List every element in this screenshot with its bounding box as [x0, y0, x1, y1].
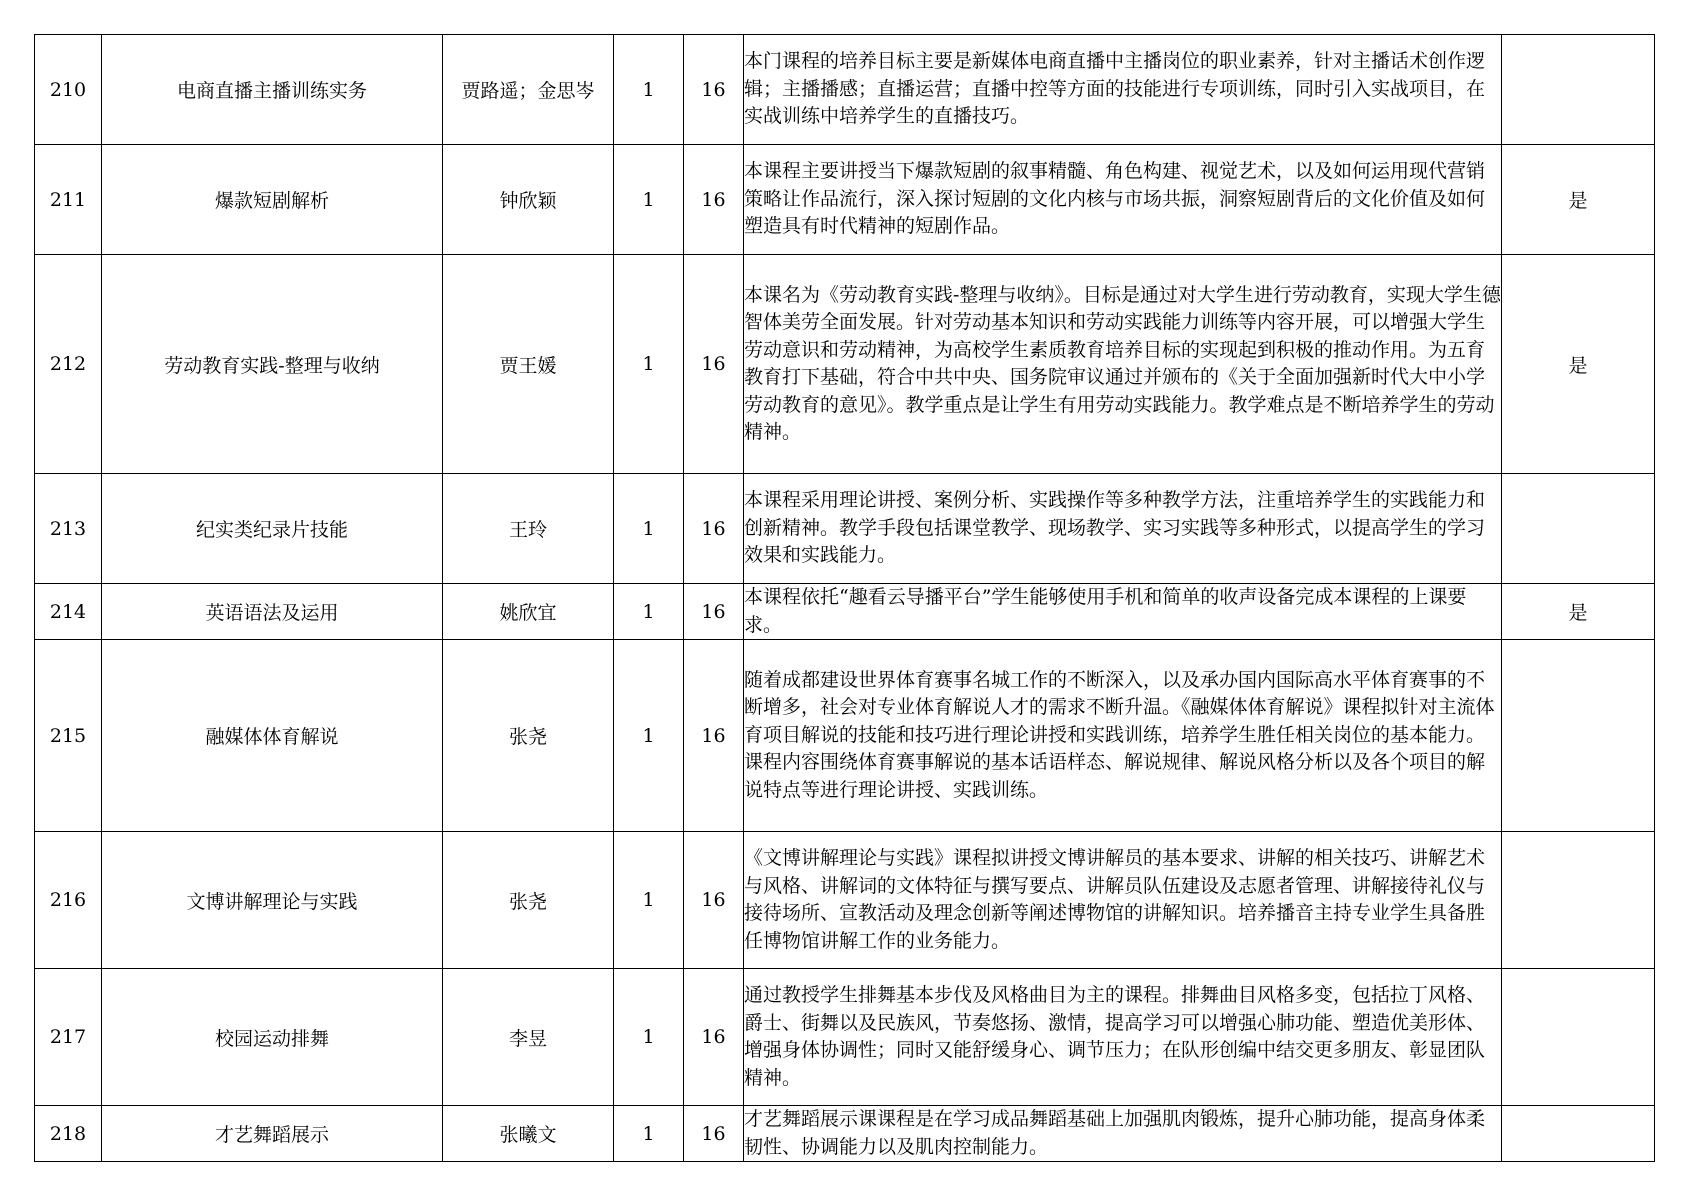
course-credit: 1 — [614, 1106, 684, 1162]
course-name: 纪实类纪录片技能 — [102, 474, 443, 584]
course-description: 本门课程的培养目标主要是新媒体电商直播中主播岗位的职业素养，针对主播话术创作逻辑；主播播感；直播运营；直播中控等方面的技能进行专项训练，同时引入实战项目，在实战训练中培养学生的直播技巧。 — [744, 35, 1502, 145]
course-flag: 是 — [1502, 584, 1655, 640]
course-number: 211 — [35, 145, 102, 255]
course-number: 213 — [35, 474, 102, 584]
course-teacher: 张尧 — [443, 640, 614, 832]
course-description: 《文博讲解理论与实践》课程拟讲授文博讲解员的基本要求、讲解的相关技巧、讲解艺术与风格、讲解词的文体特征与撰写要点、讲解员队伍建设及志愿者管理、讲解接待礼仪与接待场所、宣教活动及理念创新等阐述博物馆的讲解知识。培养播音主持专业学生具备胜任博物馆讲解工作的业务能力。 — [744, 832, 1502, 969]
course-hours: 16 — [684, 145, 744, 255]
course-name: 才艺舞蹈展示 — [102, 1106, 443, 1162]
course-name: 融媒体体育解说 — [102, 640, 443, 832]
course-teacher: 贾王媛 — [443, 255, 614, 474]
course-credit: 1 — [614, 474, 684, 584]
course-flag: 是 — [1502, 145, 1655, 255]
course-number: 216 — [35, 832, 102, 969]
course-description: 本课程采用理论讲授、案例分析、实践操作等多种教学方法，注重培养学生的实践能力和创新精神。教学手段包括课堂教学、现场教学、实习实践等多种形式，以提高学生的学习效果和实践能力。 — [744, 474, 1502, 584]
course-name: 爆款短剧解析 — [102, 145, 443, 255]
table-row — [35, 474, 1655, 584]
course-credit: 1 — [614, 255, 684, 474]
course-flag — [1502, 969, 1655, 1106]
course-number: 210 — [35, 35, 102, 145]
course-description: 通过教授学生排舞基本步伐及风格曲目为主的课程。排舞曲目风格多变，包括拉丁风格、爵士、街舞以及民族风，节奏悠扬、激情，提高学习可以增强心肺功能、塑造优美形体、增强身体协调性；同时又能舒缓身心、调节压力；在队形创编中结交更多朋友、彰显团队精神。 — [744, 969, 1502, 1106]
course-number: 214 — [35, 584, 102, 640]
course-teacher: 钟欣颖 — [443, 145, 614, 255]
table-row — [35, 1106, 1655, 1162]
course-credit: 1 — [614, 584, 684, 640]
course-flag — [1502, 474, 1655, 584]
course-hours: 16 — [684, 474, 744, 584]
course-teacher: 王玲 — [443, 474, 614, 584]
course-number: 218 — [35, 1106, 102, 1162]
table-row — [35, 145, 1655, 255]
table-row — [35, 832, 1655, 969]
course-number: 217 — [35, 969, 102, 1106]
course-description: 本课程主要讲授当下爆款短剧的叙事精髓、角色构建、视觉艺术，以及如何运用现代营销策略让作品流行，深入探讨短剧的文化内核与市场共振，洞察短剧背后的文化价值及如何塑造具有时代精神的短剧作品。 — [744, 145, 1502, 255]
course-flag — [1502, 640, 1655, 832]
course-hours: 16 — [684, 584, 744, 640]
course-number: 212 — [35, 255, 102, 474]
course-teacher: 张曦文 — [443, 1106, 614, 1162]
course-teacher: 贾路遥；金思岑 — [443, 35, 614, 145]
course-name: 劳动教育实践-整理与收纳 — [102, 255, 443, 474]
course-hours: 16 — [684, 35, 744, 145]
course-credit: 1 — [614, 35, 684, 145]
course-teacher: 姚欣宜 — [443, 584, 614, 640]
table-row — [35, 255, 1655, 474]
course-hours: 16 — [684, 832, 744, 969]
course-description: 本课程依托“趣看云导播平台”学生能够使用手机和简单的收声设备完成本课程的上课要求。 — [744, 584, 1502, 640]
course-flag — [1502, 35, 1655, 145]
course-hours: 16 — [684, 1106, 744, 1162]
course-description: 本课名为《劳动教育实践-整理与收纳》。目标是通过对大学生进行劳动教育，实现大学生德智体美劳全面发展。针对劳动基本知识和劳动实践能力训练等内容开展，可以增强大学生劳动意识和劳动精神，为高校学生素质教育培养目标的实现起到积极的推动作用。为五育教育打下基础，符合中共中央、国务院审议通过并颁布的《关于全面加强新时代大中小学劳动教育的意见》。教学重点是让学生有用劳动实践能力。教学难点是不断培养学生的劳动精神。 — [744, 255, 1502, 474]
course-hours: 16 — [684, 255, 744, 474]
course-credit: 1 — [614, 640, 684, 832]
course-name: 校园运动排舞 — [102, 969, 443, 1106]
course-hours: 16 — [684, 640, 744, 832]
course-credit: 1 — [614, 832, 684, 969]
course-flag — [1502, 832, 1655, 969]
table-row — [35, 584, 1655, 640]
table-row — [35, 35, 1655, 145]
course-table — [34, 34, 1655, 1162]
table-row — [35, 640, 1655, 832]
course-name: 英语语法及运用 — [102, 584, 443, 640]
course-flag — [1502, 1106, 1655, 1162]
course-name: 文博讲解理论与实践 — [102, 832, 443, 969]
course-hours: 16 — [684, 969, 744, 1106]
course-number: 215 — [35, 640, 102, 832]
course-name: 电商直播主播训练实务 — [102, 35, 443, 145]
course-credit: 1 — [614, 969, 684, 1106]
course-description: 随着成都建设世界体育赛事名城工作的不断深入，以及承办国内国际高水平体育赛事的不断增多，社会对专业体育解说人才的需求不断升温。《融媒体体育解说》课程拟针对主流体育项目解说的技能和技巧进行理论讲授和实践训练，培养学生胜任相关岗位的基本能力。课程内容围绕体育赛事解说的基本话语样态、解说规律、解说风格分析以及各个项目的解说特点等进行理论讲授、实践训练。 — [744, 640, 1502, 832]
course-teacher: 张尧 — [443, 832, 614, 969]
table-row — [35, 969, 1655, 1106]
course-flag: 是 — [1502, 255, 1655, 474]
course-credit: 1 — [614, 145, 684, 255]
course-teacher: 李昱 — [443, 969, 614, 1106]
course-description: 才艺舞蹈展示课课程是在学习成品舞蹈基础上加强肌肉锻炼，提升心肺功能，提高身体柔韧性、协调能力以及肌肉控制能力。 — [744, 1106, 1502, 1162]
